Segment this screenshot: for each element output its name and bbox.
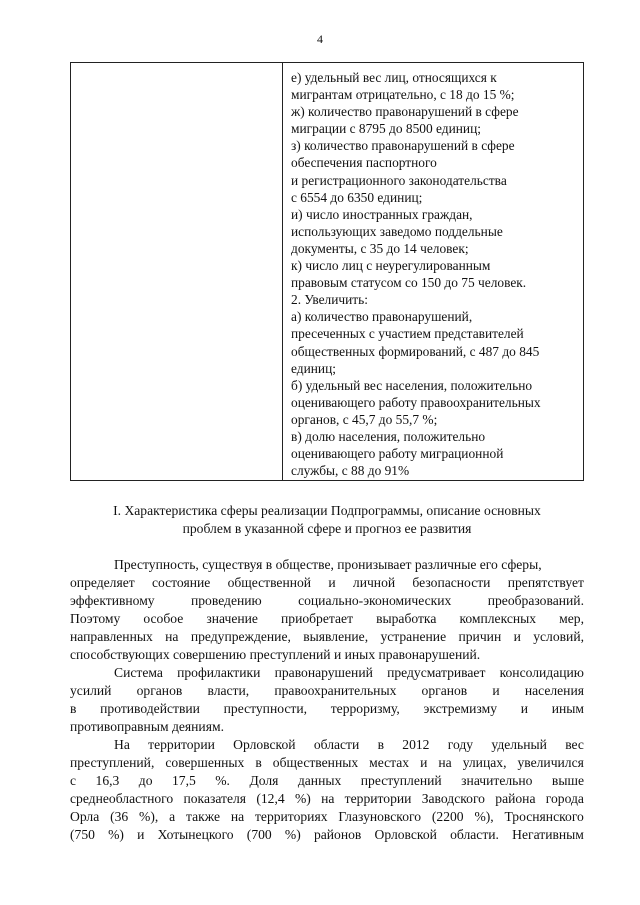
body-text bbox=[70, 556, 584, 844]
paragraph-line bbox=[70, 790, 584, 808]
section-heading-line: проблем в указанной сфере и прогноз ее развития bbox=[182, 521, 472, 536]
word: правонарушений bbox=[274, 665, 373, 680]
word: (36 bbox=[110, 809, 129, 824]
table-cell-line: и) число иностранных граждан, bbox=[291, 206, 473, 222]
word: Орла bbox=[70, 809, 100, 824]
word: состояние bbox=[151, 575, 211, 590]
word: условий, bbox=[533, 629, 584, 644]
word: правоохранительных bbox=[274, 683, 397, 698]
word: %) bbox=[108, 827, 124, 842]
word: преступности, bbox=[223, 701, 308, 716]
word: территории bbox=[148, 737, 215, 752]
table-cell-line: а) количество правонарушений, bbox=[291, 309, 473, 325]
paragraph-line bbox=[70, 574, 584, 592]
word: местах bbox=[369, 755, 410, 770]
word: комплексных bbox=[459, 611, 537, 626]
word: также bbox=[186, 809, 220, 824]
word: и bbox=[513, 629, 521, 644]
targets-table bbox=[70, 62, 584, 481]
table-cell-line: ж) количество правонарушений в сфере bbox=[291, 104, 519, 120]
word: преступлений bbox=[360, 773, 442, 788]
word: Негативным bbox=[512, 827, 584, 842]
word: увеличился bbox=[517, 755, 584, 770]
word: выше bbox=[551, 773, 584, 788]
word: 2012 bbox=[402, 737, 430, 752]
word: причин bbox=[458, 629, 502, 644]
word: (700 bbox=[246, 827, 272, 842]
word: %. bbox=[215, 773, 230, 788]
word: выявление, bbox=[303, 629, 369, 644]
paragraph-line bbox=[70, 664, 584, 682]
paragraph-line bbox=[70, 682, 584, 700]
word: устранение bbox=[380, 629, 447, 644]
word: году bbox=[447, 737, 474, 752]
word: области bbox=[313, 737, 360, 752]
paragraph-line bbox=[70, 808, 584, 826]
word: Троснянского bbox=[504, 809, 584, 824]
word: экстремизму bbox=[423, 701, 498, 716]
word: и bbox=[420, 755, 428, 770]
table-right-cell bbox=[291, 69, 581, 479]
word: населения bbox=[524, 683, 584, 698]
table-cell-line: е) удельный вес лиц, относящихся к bbox=[291, 70, 497, 85]
word: направленных bbox=[70, 629, 153, 644]
word: %) bbox=[284, 827, 301, 842]
word: %), bbox=[139, 809, 159, 824]
table-cell-line: обеспечения паспортного bbox=[291, 155, 437, 171]
word: а bbox=[169, 809, 176, 824]
paragraph-line bbox=[70, 772, 584, 790]
word: терроризму, bbox=[330, 701, 400, 716]
word: На bbox=[114, 737, 130, 752]
table-cell-line: б) удельный вес населения, положительно bbox=[291, 377, 533, 393]
page-number: 4 bbox=[317, 32, 323, 46]
word: социально-экономических bbox=[298, 593, 452, 608]
table-cell-line: пресеченных с участием представителей bbox=[291, 326, 524, 342]
word: на bbox=[438, 755, 452, 770]
word: в bbox=[377, 737, 384, 752]
word: безопасности bbox=[412, 575, 491, 590]
paragraph-line: способствующих совершению преступлений и иных правонарушений. bbox=[70, 647, 481, 662]
paragraph-line bbox=[70, 592, 584, 610]
word: Хотынецкого bbox=[157, 827, 234, 842]
table-cell-line: в) долю населения, положительно bbox=[291, 428, 486, 444]
word: Орловской bbox=[233, 737, 296, 752]
paragraph-line: Преступность, существуя в обществе, пронизывает различные его сферы, bbox=[114, 557, 542, 572]
word: на bbox=[230, 809, 245, 824]
word: показателя bbox=[183, 791, 247, 806]
word: противодействии bbox=[100, 701, 200, 716]
word: общественных bbox=[272, 755, 359, 770]
word: районов bbox=[313, 827, 362, 842]
word: %), bbox=[474, 809, 494, 824]
word: мер, bbox=[559, 611, 584, 626]
word: и bbox=[492, 683, 500, 698]
word: Заводского bbox=[421, 791, 485, 806]
table-cell-line: органов, с 45,7 до 55,7 %; bbox=[291, 411, 438, 427]
word: вес bbox=[565, 737, 584, 752]
section-heading bbox=[70, 502, 584, 538]
word: (12,4 bbox=[256, 791, 285, 806]
word: на bbox=[321, 791, 335, 806]
word: профилактики bbox=[177, 665, 261, 680]
table-cell-line: правовым статусом со 150 до 75 человек. bbox=[291, 275, 527, 291]
table-cell-line: 2. Увеличить: bbox=[291, 292, 368, 308]
word: эффективному bbox=[70, 593, 155, 608]
paragraph-line bbox=[70, 628, 584, 646]
word: района bbox=[495, 791, 536, 806]
paragraph-line bbox=[70, 610, 584, 628]
word: с bbox=[70, 773, 77, 788]
word: и bbox=[328, 575, 336, 590]
table-cell-line: с 6554 до 6350 единиц; bbox=[291, 189, 423, 205]
word: Поэтому bbox=[70, 611, 121, 626]
word: проведению bbox=[190, 593, 262, 608]
word: %) bbox=[294, 791, 311, 806]
word: и bbox=[520, 701, 528, 716]
word: 17,5 bbox=[171, 773, 196, 788]
word: препятствует bbox=[507, 575, 584, 590]
word: значение bbox=[206, 611, 258, 626]
word: Орловской bbox=[374, 827, 437, 842]
word: значительно bbox=[461, 773, 533, 788]
table-cell-line: оценивающего работу миграционной bbox=[291, 446, 504, 462]
word: Система bbox=[114, 665, 163, 680]
word: до bbox=[138, 773, 153, 788]
paragraph-line bbox=[70, 826, 584, 844]
word: и bbox=[137, 827, 145, 842]
word: 16,3 bbox=[95, 773, 120, 788]
table-cell-line: общественных формирований, с 487 до 845 bbox=[291, 343, 540, 359]
paragraph-line bbox=[70, 754, 584, 772]
word: личной bbox=[352, 575, 396, 590]
word: органов bbox=[421, 683, 468, 698]
paragraph-line bbox=[70, 700, 584, 718]
word: власти, bbox=[207, 683, 250, 698]
word: приобретает bbox=[281, 611, 354, 626]
word: Глазуновского bbox=[338, 809, 422, 824]
word: общественной bbox=[227, 575, 312, 590]
word: совершенных bbox=[165, 755, 245, 770]
word: территориях bbox=[254, 809, 328, 824]
word: предупреждение, bbox=[190, 629, 291, 644]
word: выработка bbox=[376, 611, 437, 626]
word: органов bbox=[136, 683, 183, 698]
table-cell-line: службы, с 88 до 91% bbox=[291, 463, 410, 479]
word: консолидацию bbox=[499, 665, 584, 680]
word: удельный bbox=[491, 737, 547, 752]
word: данных bbox=[297, 773, 342, 788]
table-cell-line: единиц; bbox=[291, 360, 336, 376]
word: в bbox=[70, 701, 77, 716]
word: предусматривает bbox=[387, 665, 486, 680]
word: Доля bbox=[249, 773, 279, 788]
word: территории bbox=[344, 791, 412, 806]
table-cell-line: оценивающего работу правоохранительных bbox=[291, 394, 541, 410]
word: города bbox=[545, 791, 584, 806]
paragraph-line bbox=[70, 736, 584, 754]
section-heading-line: I. Характеристика сферы реализации Подпрограммы, описание основных bbox=[113, 503, 541, 518]
word: преступлений, bbox=[70, 755, 155, 770]
table-cell-line: документы, с 35 до 14 человек; bbox=[291, 240, 469, 256]
word: иным bbox=[551, 701, 584, 716]
word: области. bbox=[450, 827, 499, 842]
word: (750 bbox=[70, 827, 95, 842]
word: особое bbox=[143, 611, 184, 626]
word: улицах, bbox=[462, 755, 507, 770]
word: в bbox=[255, 755, 262, 770]
table-cell-line: з) количество правонарушений в сфере bbox=[291, 138, 515, 154]
table-cell-line: использующих заведомо поддельные bbox=[291, 223, 503, 239]
word: преобразований. bbox=[487, 593, 584, 608]
paragraph-line: противоправным деяниям. bbox=[70, 719, 224, 734]
word: на bbox=[165, 629, 179, 644]
word: среднеобластного bbox=[70, 791, 174, 806]
table-column-divider bbox=[282, 63, 283, 480]
word: определяет bbox=[70, 575, 135, 590]
table-cell-line: к) число лиц с неурегулированным bbox=[291, 258, 491, 274]
word: (2200 bbox=[431, 809, 464, 824]
table-cell-line: и регистрационного законодательства bbox=[291, 172, 507, 188]
word: усилий bbox=[70, 683, 112, 698]
table-cell-line: миграции с 8795 до 8500 единиц; bbox=[291, 121, 481, 137]
table-cell-line: мигрантам отрицательно, с 18 до 15 %; bbox=[291, 87, 515, 103]
